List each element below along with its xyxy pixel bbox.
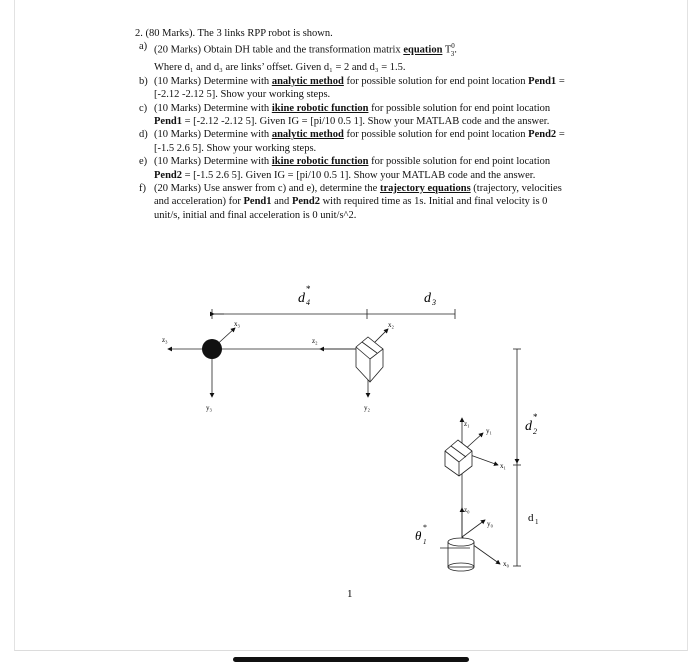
part-e: e) (10 Marks) Determine with ikine robotic function for possible solution for end point location Pend2 = [-1.5 2.6 5]. Given IG = [pi/10 0.5 1]. Show your MATLAB code and the answer.	[139, 156, 551, 181]
svg-text:*: *	[423, 523, 427, 532]
svg-text:*: *	[306, 284, 311, 294]
label-d4	[298, 284, 311, 307]
axis-label-z3: z₃	[162, 336, 168, 344]
page-number: 1	[347, 588, 353, 600]
svg-text:d: d	[525, 419, 532, 434]
emphasis-link: analytic method	[271, 129, 344, 141]
svg-text:2: 2	[533, 427, 537, 436]
part-d: d) (10 Marks) Determine with analytic method for possible solution for end point location Pend2 = [-1.5 2.6 5]. Show your working steps.	[139, 129, 565, 154]
question-header: 2. (80 Marks). The 3 links RPP robot is shown.	[135, 28, 333, 39]
svg-text:d: d	[298, 291, 305, 306]
part-f: f) (20 Marks) Use answer from c) and e), determine the trajectory equations (trajectory, velocities and acceleration) for Pend1 and Pend2 with required time as 1s. Initial and final velocity is 0 unit/s, initial and final acceleration is 0 unit/s^2.	[139, 183, 562, 221]
emphasis-link: ikine robotic function	[271, 156, 369, 168]
part-label: a)	[139, 41, 148, 53]
end-effector-joint	[202, 339, 222, 359]
axis-label-x2: x₂	[388, 321, 394, 329]
part-label: e)	[139, 156, 148, 168]
part-label: b)	[139, 75, 148, 87]
prismatic-joint-2	[356, 337, 383, 382]
part-b: b) (10 Marks) Determine with analytic method for possible solution for end point location Pend1 = [-2.12 -2.12 5]. Show your working steps.	[139, 75, 565, 101]
revolute-joint-base	[440, 538, 474, 571]
part-label: d)	[139, 129, 148, 141]
axis-label-x1: x₁	[500, 462, 506, 470]
axis-label-y3: y₃	[206, 404, 212, 412]
dimension-line-top	[212, 309, 455, 319]
emphasis-link: equation	[403, 44, 443, 56]
prismatic-joint-1	[445, 440, 472, 476]
axis-label-y2: y₂	[364, 404, 370, 412]
emphasis-link: ikine robotic function	[271, 102, 369, 114]
axis-label-z0: z₀	[464, 506, 470, 514]
svg-text:4: 4	[306, 298, 310, 307]
part-a: a) (20 Marks) Obtain DH table and the transformation matrix equation $T^0_3$. Where d₁ and d₃ are links’ offset. Given d₁ = 2 and d₃ = 1.5.	[139, 41, 457, 74]
frame-3	[168, 328, 358, 397]
dimension-line-right	[513, 349, 521, 566]
svg-text:1: 1	[535, 518, 539, 526]
part-c: c) (10 Marks) Determine with ikine robotic function for possible solution for end point location Pend1 = [-2.12 -2.12 5]. Given IG = [pi/10 0.5 1]. Show your MATLAB code and the answer.	[139, 102, 551, 128]
svg-text:1: 1	[423, 538, 427, 546]
home-indicator[interactable]	[233, 657, 469, 662]
part-label: c)	[139, 102, 148, 114]
part-label: f)	[139, 183, 146, 195]
axis-label-y1: y₁	[486, 427, 492, 435]
axis-label-x0: x₀	[503, 560, 509, 568]
label-d2	[525, 412, 538, 436]
svg-text:θ: θ	[415, 528, 422, 543]
svg-text:d: d	[528, 512, 534, 524]
axis-label-z1: z₁	[464, 420, 470, 428]
label-theta1	[415, 523, 427, 546]
label-d1	[528, 512, 539, 526]
emphasis-link: analytic method	[271, 75, 344, 87]
axis-label-y0: y₀	[487, 520, 493, 528]
frame-1-axes	[462, 418, 498, 548]
svg-text:d: d	[424, 291, 431, 306]
svg-text:3: 3	[432, 298, 436, 307]
axis-label-x3: x₃	[234, 320, 240, 328]
svg-text:*: *	[533, 412, 538, 422]
axis-label-z2: z₂	[312, 337, 318, 345]
label-d3	[424, 291, 436, 307]
emphasis-link: trajectory equations	[379, 183, 471, 195]
